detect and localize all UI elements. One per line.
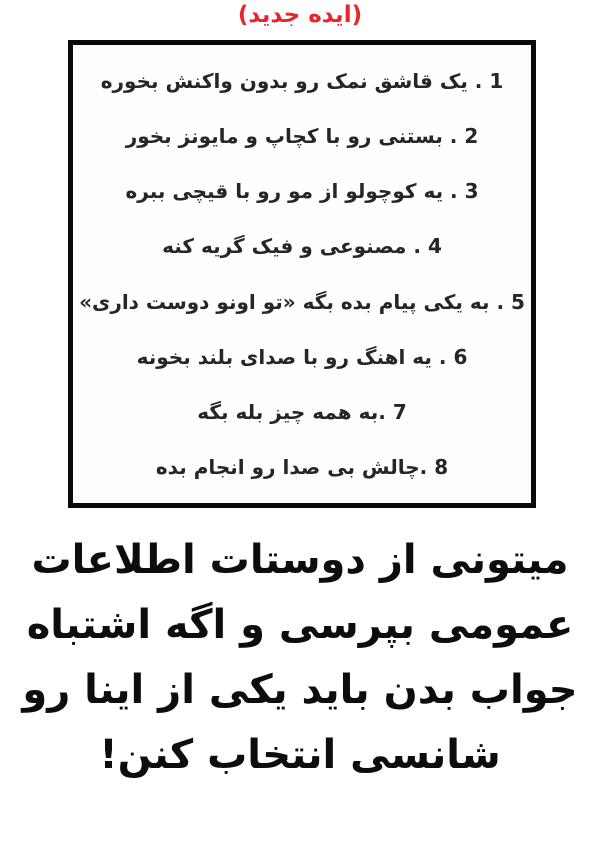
list-item-4: 4 . مصنوعی و فیک گریه کنه [162, 234, 442, 259]
list-item-2: 2 . بستنی رو با کچاپ و مایونز بخور [125, 123, 479, 148]
list-item-6: 6 . یه اهنگ رو با صدای بلند بخونه [136, 344, 468, 369]
list-item-7: 7 .به همه چیز بله بگه [197, 400, 407, 425]
caption-line-1: میتونی از دوستات اطلاعات [31, 537, 569, 583]
list-item-5: 5 . به یکی پیام بده بگه «تو اونو دوست داری» [79, 289, 525, 314]
list-item-3: 3 . یه کوچولو از مو رو با قیچی ببره [125, 179, 479, 204]
challenge-list-box [68, 40, 536, 508]
header-note: (ایده جدید) [237, 2, 363, 28]
list-item-8: 8 .چالش بی صدا رو انجام بده [155, 455, 449, 480]
caption-line-4: شانسی انتخاب کنن! [99, 732, 501, 778]
caption-block [0, 528, 600, 788]
list-item-1: 1 . یک قاشق نمک رو بدون واکنش بخوره [100, 68, 504, 93]
caption-line-2: عمومی بپرسی و اگه اشتباه [26, 602, 574, 648]
caption-line-3: جواب بدن باید یکی از اینا رو [22, 667, 578, 713]
